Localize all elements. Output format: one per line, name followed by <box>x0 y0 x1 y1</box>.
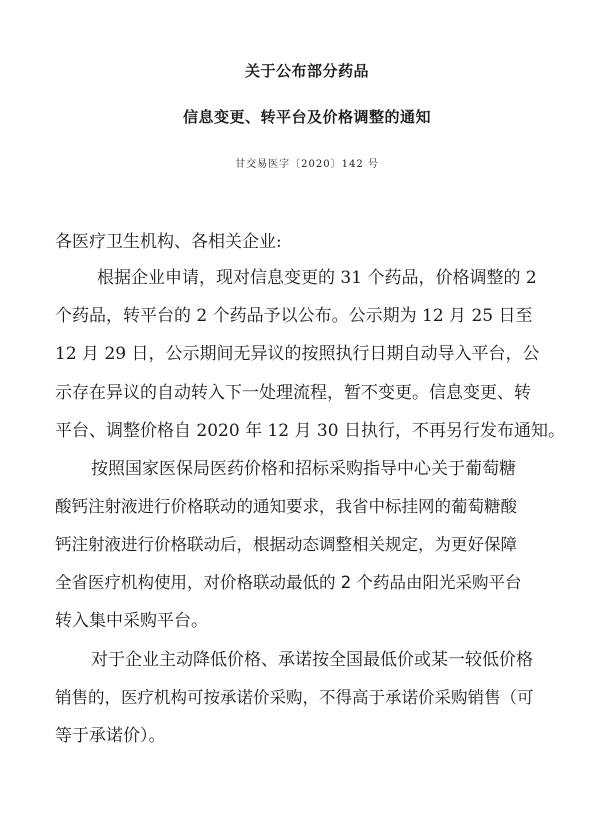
paragraph-1-line: 12 月 29 日，公示期间无异议的按照执行日期自动导入平台，公 <box>55 344 540 364</box>
paragraph-2-line: 钙注射液进行价格联动后，根据动态调整相关规定，为更好保障 <box>55 535 517 554</box>
salutation: 各医疗卫生机构、各相关企业: <box>55 232 282 252</box>
paragraph-1-line: 示存在异议的自动转入下一处理流程，暂不变更。信息变更、转 <box>55 383 531 403</box>
paragraph-3-line: 等于承诺价）。 <box>55 726 166 746</box>
paragraph-1-line: 个药品，转平台的 2 个药品予以公布。公示期为 12 月 25 日至 <box>55 306 533 326</box>
paragraph-2-line: 转入集中采购平台。 <box>55 611 208 631</box>
paragraph-2-line: 酸钙注射液进行价格联动的通知要求，我省中标挂网的葡萄糖酸 <box>55 497 517 516</box>
document-number: 甘交易医字〔2020〕142 号 <box>235 159 379 170</box>
paragraph-1-line: 平台、调整价格自 2020 年 12 月 30 日执行，不再另行发布通知。 <box>55 421 565 441</box>
paragraph-3-line: 对于企业主动降低价格、承诺按全国最低价或某一较低价格 <box>91 650 533 670</box>
paragraph-2-line: 全省医疗机构使用，对价格联动最低的 2 个药品由阳光采购平台 <box>55 573 522 592</box>
paragraph-2-line: 按照国家医保局医药价格和招标采购指导中心关于葡萄糖 <box>91 459 516 479</box>
paragraph-1-line: 根据企业申请，现对信息变更的 31 个药品，价格调整的 2 <box>97 268 537 288</box>
document-title-line-2: 信息变更、转平台及价格调整的通知 <box>182 108 431 126</box>
paragraph-3-line: 销售的，医疗机构可按承诺价采购，不得高于承诺价采购销售（可 <box>55 688 534 707</box>
document-title-line-1: 关于公布部分药品 <box>244 62 369 80</box>
